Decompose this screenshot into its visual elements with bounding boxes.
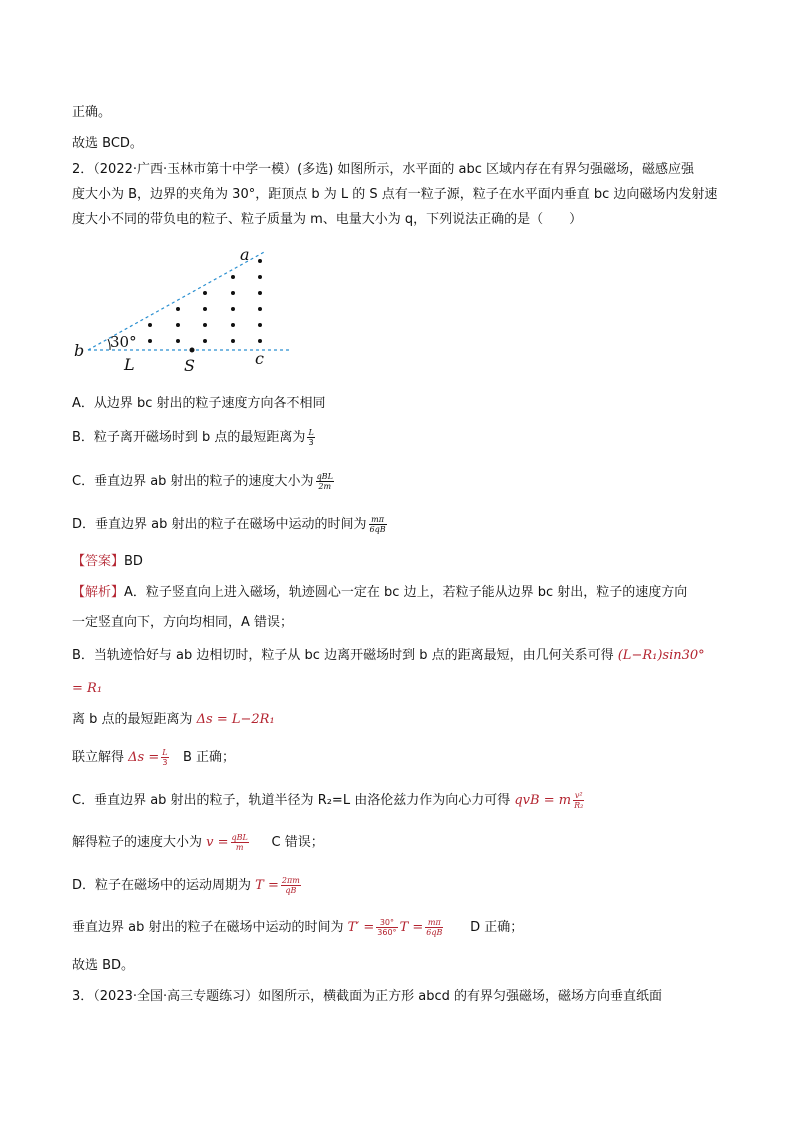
option-a: A．从边界 bc 射出的粒子速度方向各不相同 bbox=[72, 396, 326, 411]
label-a: a bbox=[240, 245, 250, 264]
question-stem: 度大小为 B，边界的夹角为 30°，距顶点 b 为 L 的 S 点有一粒子源，粒子在水平面内垂直 bc 边向磁场内发射速 bbox=[72, 187, 718, 202]
analysis-b: B．当轨迹恰好与 ab 边相切时，粒子从 bc 边离开磁场时到 b 点的距离最短，由几何关系可得 (L−R₁)sin30° bbox=[72, 648, 705, 663]
angle-label: 30° bbox=[110, 333, 137, 351]
source-point bbox=[190, 348, 195, 353]
analysis-a: 【解析】A．粒子竖直向上进入磁场，轨迹圆心一定在 bc 边上，若粒子能从边界 bc 射出，粒子的速度方向 bbox=[72, 585, 688, 600]
text-line: 正确。 bbox=[72, 105, 112, 120]
question-3-line: 3．（2023·全国·高三专题练习）如图所示，横截面为正方形 abcd 的有界匀强磁场，磁场方向垂直纸面 bbox=[72, 989, 663, 1004]
question-2-line bbox=[72, 160, 694, 180]
analysis-equation: = R₁ bbox=[72, 681, 103, 696]
question-source: （2022·广西·玉林市第十中学一模）(多选) bbox=[93, 162, 334, 177]
option-d: D．垂直边界 ab 射出的粒子在磁场中运动的时间为 $\frac{m\pi}{6qB}$ bbox=[72, 515, 386, 534]
answer bbox=[72, 552, 143, 572]
answer-value: BD bbox=[124, 554, 143, 569]
label-S: S bbox=[184, 356, 195, 373]
magnetic-field-figure bbox=[70, 238, 310, 373]
analysis-d: 垂直边界 ab 射出的粒子在磁场中运动的时间为 T′ = $\frac{30^\circ}{360^\circ}$ T = $\frac{m\pi}{6qB}$ D 正确； bbox=[72, 918, 524, 937]
label-L: L bbox=[124, 355, 135, 373]
analysis-b: 离 b 点的最短距离为 Δs = L−2R₁ bbox=[72, 712, 275, 727]
analysis-b: 联立解得 Δs = $\frac{L}{3}$ B 正确； bbox=[72, 748, 236, 767]
answer-tag: 【答案】 bbox=[72, 554, 125, 569]
field-dots bbox=[148, 259, 262, 343]
analysis-tag: 【解析】 bbox=[72, 585, 125, 600]
analysis-c: C．垂直边界 ab 射出的粒子，轨道半径为 R₂=L 由洛伦兹力作为向心力可得 qvB = m $\frac{\text{v²}}{\text{R₂}}$ bbox=[72, 791, 584, 810]
question-number: 2． bbox=[72, 162, 94, 177]
analysis-c: 解得粒子的速度大小为 v = $\frac{\text{qBL}}{m}$ C 错误； bbox=[72, 833, 324, 852]
question-stem: 如图所示，水平面的 abc 区域内存在有界匀强磁场，磁感应强 bbox=[337, 162, 695, 177]
option-c: C．垂直边界 ab 射出的粒子的速度大小为 $\frac{\text{qBL}}{2m}$ bbox=[72, 472, 333, 491]
label-b: b bbox=[74, 341, 85, 360]
analysis-d: D．粒子在磁场中的运动周期为 T = $\frac{2\pi m}{qB}$ bbox=[72, 876, 300, 895]
analysis-text: 一定竖直向下，方向均相同，A 错误； bbox=[72, 615, 294, 630]
analysis-final: 故选 BD。 bbox=[72, 958, 135, 973]
text-line: 故选 BCD。 bbox=[72, 136, 143, 151]
question-stem: 度大小不同的带负电的粒子、粒子质量为 m、电量大小为 q，下列说法正确的是（ ） bbox=[72, 212, 583, 227]
option-b: B．粒子离开磁场时到 b 点的最短距离为 $\frac{L}{3}$ bbox=[72, 428, 314, 447]
label-c: c bbox=[255, 349, 264, 368]
